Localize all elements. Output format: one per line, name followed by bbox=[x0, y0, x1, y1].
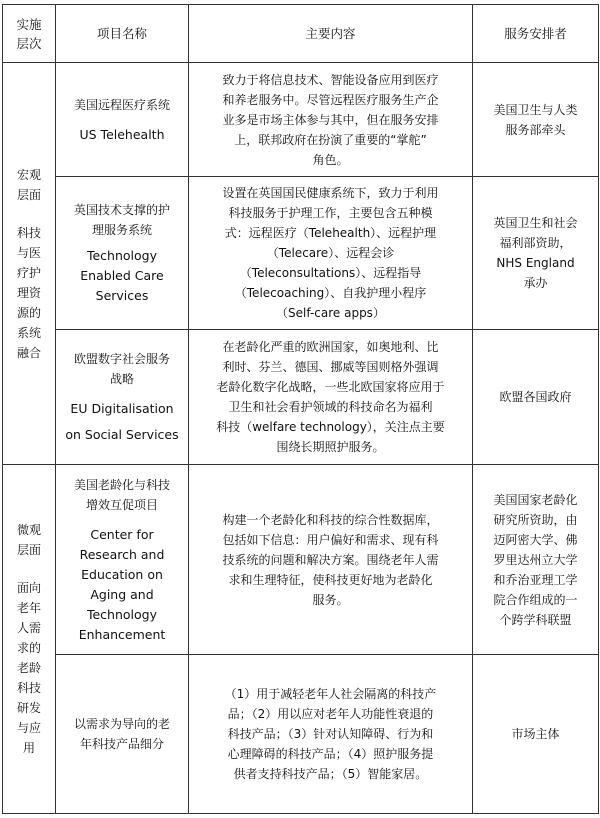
project-name-en: US Telehealth bbox=[79, 126, 165, 142]
project-name-en: Technology bbox=[86, 606, 158, 622]
organizer-line: 个跨学科联盟 bbox=[499, 612, 572, 627]
content-line: 科技（welfare technology），关注点主要 bbox=[216, 420, 445, 434]
level-sub-line: 研发 bbox=[16, 701, 41, 715]
organizer-cell bbox=[473, 655, 599, 814]
table-row bbox=[3, 330, 599, 465]
level-sub-line: 理资 bbox=[16, 285, 41, 300]
content-cell bbox=[189, 330, 473, 465]
project-name-en: Research and bbox=[79, 546, 165, 562]
content-line: 角色。 bbox=[312, 152, 349, 167]
project-name-en: Services bbox=[95, 288, 149, 303]
project-name-cell bbox=[56, 655, 189, 814]
project-name-en: Technology bbox=[86, 248, 158, 263]
content-line: 科技产品；（3）针对认知障碍、行为和 bbox=[227, 727, 434, 741]
level-title-line: 微观 bbox=[16, 523, 41, 537]
level-title-line: 宏观 bbox=[16, 167, 41, 182]
project-name-en: Center for bbox=[90, 526, 154, 542]
level-sub-line: 源的 bbox=[16, 305, 41, 320]
organizer-line: 英国卫生和社会 bbox=[493, 216, 578, 230]
organizer-cell bbox=[473, 63, 599, 177]
project-name-en: Education on bbox=[81, 566, 163, 582]
project-name-cn: 增效互促项目 bbox=[85, 497, 158, 512]
content-line: 供者支持科技产品；（5）智能家居。 bbox=[233, 767, 428, 781]
content-cell bbox=[189, 655, 473, 814]
organizer-line: 福利部资助， bbox=[499, 236, 572, 250]
table-row bbox=[3, 63, 599, 177]
level-sub-line: 科技 bbox=[16, 681, 41, 695]
level-sub-line: 人需 bbox=[16, 621, 41, 635]
header-level-line: 层次 bbox=[16, 35, 42, 51]
level-sub-line: 老龄 bbox=[16, 661, 41, 675]
content-cell bbox=[189, 465, 473, 655]
macro-level-cell bbox=[3, 63, 56, 465]
project-name-cn: 以需求为导向的老 bbox=[73, 717, 170, 731]
organizer-cell bbox=[473, 465, 599, 655]
project-name-en: Enabled Care bbox=[80, 268, 164, 283]
organizer-line: NHS England bbox=[496, 256, 575, 270]
micro-level-cell bbox=[3, 465, 56, 814]
content-line: （Teleconsultations）、远程指导 bbox=[239, 266, 422, 280]
organizer-cell bbox=[473, 177, 599, 330]
header-content: 主要内容 bbox=[189, 5, 473, 63]
content-line: 围绕长期照护服务。 bbox=[276, 440, 385, 454]
project-name-cn: 战略 bbox=[109, 372, 134, 386]
project-name-en: Enhancement bbox=[78, 626, 166, 642]
content-line: 卫生和社会看护领域的科技命名为福利 bbox=[228, 400, 433, 414]
level-sub-line: 疗护 bbox=[16, 265, 41, 280]
organizer-line: 欧盟各国政府 bbox=[499, 390, 572, 404]
level-sub-line: 系统 bbox=[16, 325, 41, 340]
content-line: （1）用于减轻老年人社会隔离的科技产 bbox=[224, 687, 437, 701]
level-title-line: 层面 bbox=[16, 187, 41, 202]
level-sub-line: 与医 bbox=[16, 245, 41, 260]
project-name-cn: 年科技产品细分 bbox=[79, 737, 164, 751]
project-name-cell bbox=[56, 177, 189, 330]
content-line: 服务。 bbox=[312, 592, 349, 607]
organizer-line: 院合作组成的一 bbox=[493, 592, 578, 607]
level-title-line: 层面 bbox=[16, 543, 41, 557]
project-name-cell bbox=[56, 330, 189, 465]
organizer-line: 美国国家老龄化 bbox=[493, 492, 578, 507]
content-line: 式：远程医疗（Telehealth）、远程护理 bbox=[224, 226, 437, 240]
project-name-cell bbox=[56, 63, 189, 177]
level-sub-line: 面向 bbox=[16, 581, 41, 595]
content-line: 品；（2）用以应对老年人功能性衰退的 bbox=[227, 707, 434, 721]
content-line: 老龄化数字化战略，一些北欧国家将应用于 bbox=[216, 380, 445, 394]
project-name-cn: 英国技术支撑的护 bbox=[73, 203, 170, 217]
content-line: 求和生理特征，使科技更好地为老龄化 bbox=[228, 572, 433, 587]
table-row bbox=[3, 177, 599, 330]
project-name-cn: 美国老龄化与科技 bbox=[73, 477, 170, 492]
content-cell bbox=[189, 63, 473, 177]
content-line: 构建一个老龄化和科技的综合性数据库， bbox=[222, 512, 439, 527]
level-sub-line: 求的 bbox=[16, 641, 41, 655]
content-line: 上，联邦政府在扮演了重要的“掌舵” bbox=[234, 132, 427, 147]
level-sub-line: 融合 bbox=[16, 345, 41, 360]
content-line: 心理障碍的科技产品；（4）照护服务提 bbox=[227, 747, 434, 761]
organizer-line: 研究所资助，由 bbox=[493, 512, 578, 527]
organizer-line: 和乔治亚理工学 bbox=[493, 572, 578, 587]
header-level-line: 实施 bbox=[16, 16, 42, 32]
project-name-cn: 欧盟数字社会服务 bbox=[73, 352, 170, 366]
table-row bbox=[3, 655, 599, 814]
level-sub-line: 老年 bbox=[16, 601, 41, 615]
content-line: 利时、芬兰、德国、挪威等国则格外强调 bbox=[222, 360, 439, 374]
policy-table bbox=[2, 4, 599, 814]
organizer-line: 美国卫生与人类 bbox=[493, 102, 578, 117]
content-line: 致力于将信息技术、智能设备应用到医疗 bbox=[222, 72, 439, 87]
header-project: 项目名称 bbox=[56, 5, 189, 63]
content-line: 和养老服务中。尽管远程医疗服务生产企 bbox=[222, 92, 439, 107]
header-organizer: 服务安排者 bbox=[473, 5, 599, 63]
content-line: 包括如下信息：用户偏好和需求、现有科 bbox=[222, 532, 439, 547]
content-line: （Self-care apps） bbox=[276, 306, 385, 320]
table-row bbox=[3, 465, 599, 655]
project-name-cn: 美国远程医疗系统 bbox=[73, 97, 170, 112]
organizer-line: 罗里达州立大学 bbox=[493, 552, 578, 567]
content-line: 业多是市场主体参与其中，但在服务安排 bbox=[222, 112, 439, 127]
organizer-cell bbox=[473, 330, 599, 465]
content-line: （Telecare）、远程会诊 bbox=[266, 246, 395, 260]
content-line: 科技服务于护理工作，主要包含五种模 bbox=[228, 206, 433, 220]
organizer-line: 市场主体 bbox=[511, 727, 560, 741]
project-name-cell bbox=[56, 465, 189, 655]
organizer-line: 迈阿密大学、佛 bbox=[493, 532, 578, 547]
project-name-en: EU Digitalisation bbox=[70, 401, 174, 416]
level-sub-line: 用 bbox=[22, 741, 35, 755]
project-name-en: on Social Services bbox=[65, 427, 179, 442]
content-line: 技系统的问题和解决方案。围绕老年人需 bbox=[222, 552, 439, 567]
project-name-en: Aging and bbox=[90, 586, 154, 602]
organizer-line: 承办 bbox=[523, 276, 548, 290]
header-row bbox=[3, 5, 599, 63]
content-line: 设置在英国国民健康系统下，致力于利用 bbox=[222, 186, 439, 200]
content-line: 在老龄化严重的欧洲国家，如奥地利、比 bbox=[222, 340, 439, 354]
organizer-line: 服务部牵头 bbox=[505, 122, 566, 137]
header-level bbox=[3, 5, 56, 63]
level-sub-line: 与应 bbox=[16, 721, 41, 735]
project-name-cn: 理服务系统 bbox=[91, 223, 152, 237]
level-sub-line: 科技 bbox=[16, 225, 41, 240]
content-line: （Telecoaching）、自我护理小程序 bbox=[234, 286, 427, 300]
content-cell bbox=[189, 177, 473, 330]
